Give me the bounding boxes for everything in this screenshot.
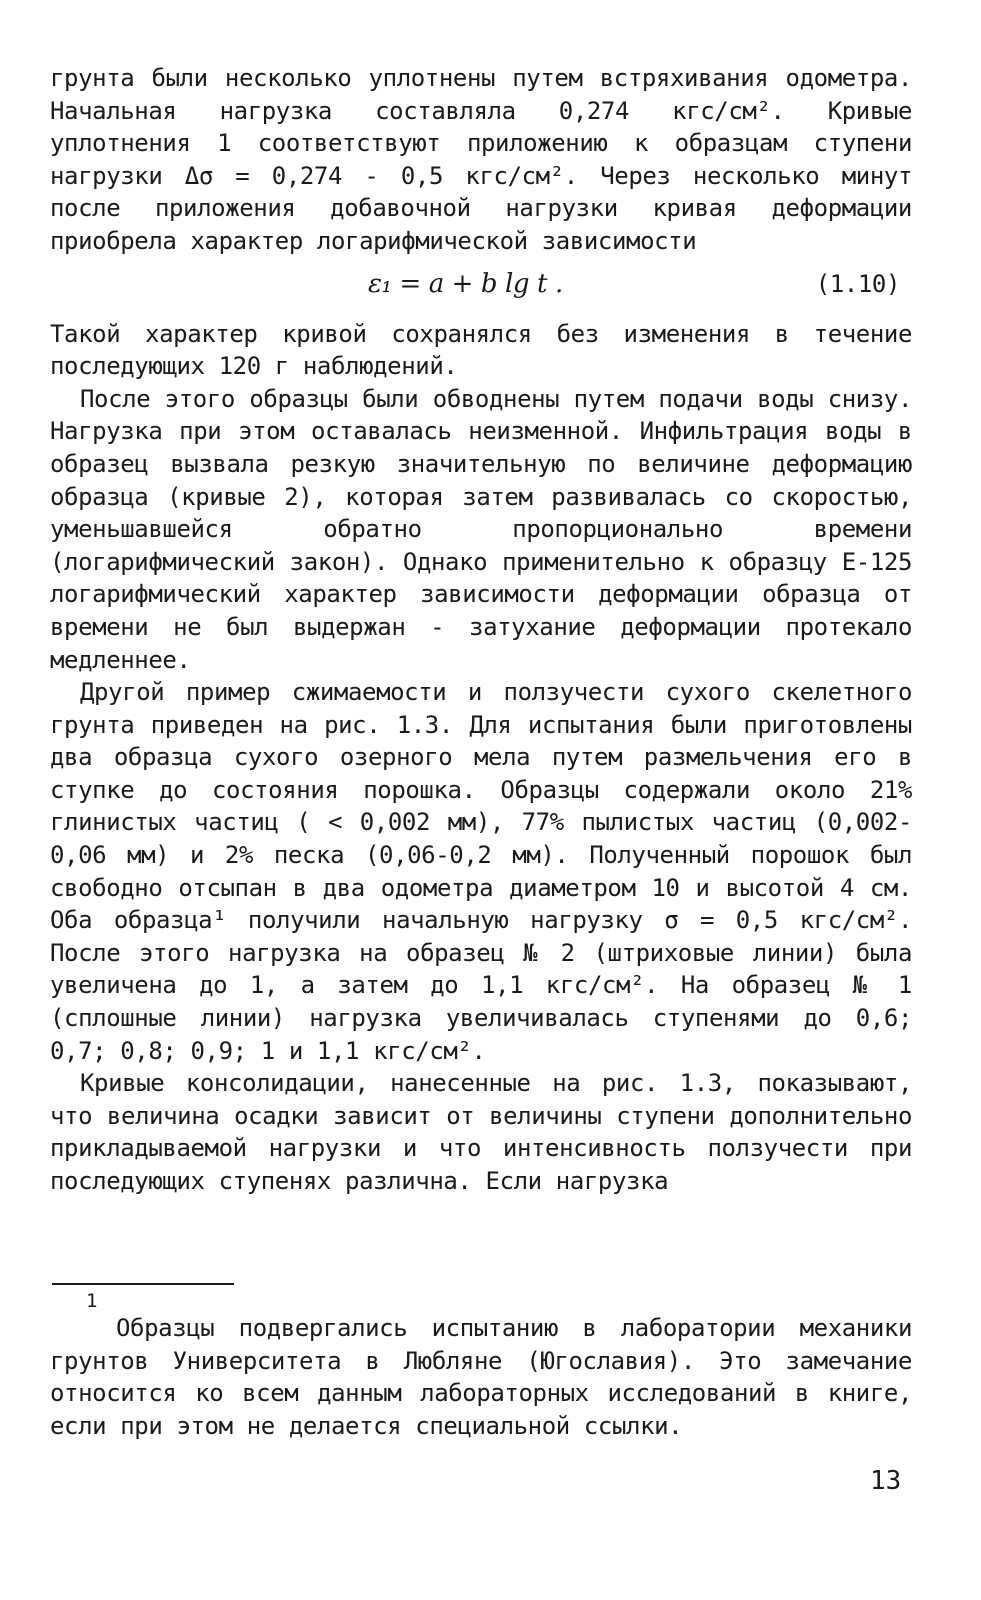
formula-number: (1.10) <box>815 269 900 298</box>
paragraph-1: Такой характер кривой сохранялся без изменения в течение последующих 120 г наблюдений. <box>50 319 912 381</box>
footnote-text: Образцы подвергались испытанию в лаборатории механики грунтов Университета в Любляне (Югославия). Это замечание относится ко всем данным лабораторных исследований в книге, если при этом не делается специальной ссылки. <box>50 1314 912 1440</box>
footnote-marker: 1 <box>86 1290 98 1312</box>
page-number: 13 <box>870 1466 902 1496</box>
formula-block <box>50 262 912 310</box>
paragraph-4: Кривые консолидации, нанесенные на рис. 1.3, показывают, что величина осадки зависит от величины ступени дополнительно прикладываемой нагрузки и что интенсивность ползучести при последующих ступенях различна. Если нагрузка <box>50 1069 912 1195</box>
paragraph-3: Другой пример сжимаемости и ползучести сухого скелетного грунта приведен на рис. 1.3. Для испытания были приготовлены два образца сухого озерного мела путем размельчения его в ступке до состояния порошка. Образцы содержали около 21% глинистых частиц ( < 0,002 мм), 77% пылистых частиц (0,002-0,06 мм) и 2% песка (0,06-0,2 мм). Полученный порошок был свободно отсыпан в два одометра диаметром 10 и высотой 4 см. Оба образца¹ получили начальную нагрузку σ = 0,5 кгс/см². После этого нагрузка на образец № 2 (штриховые линии) была увеличена до 1, а затем до 1,1 кгс/см². На образец № 1 (сплошные линии) нагрузка увеличивалась ступенями до 0,6; 0,7; 0,8; 0,9; 1 и 1,1 кгс/см². <box>50 678 912 1065</box>
intro-paragraph: грунта были несколько уплотнены путем встряхивания одометра. Начальная нагрузка составляла 0,274 кгс/см². Кривые уплотнения 1 соответствуют приложению к образцам ступени нагрузки Δσ = 0,274 - 0,5 кгс/см². Через несколько минут после приложения добавочной нагрузки кривая деформации приобрела характер логарифмической зависимости <box>50 64 912 255</box>
paragraph-2: После этого образцы были обводнены путем подачи воды снизу. Нагрузка при этом оставалась неизменной. Инфильтрация воды в образец вызвала резкую значительную по величине деформацию образца (кривые 2), которая затем развивалась со скоростью, уменьшавшейся обратно пропорционально времени (логарифмический закон). Однако применительно к образцу Е-125 логарифмический характер зависимости деформации образца от времени не был выдержан - затухание деформации протекало медленнее. <box>50 384 912 674</box>
footnote-divider <box>52 1283 234 1285</box>
main-text <box>50 62 912 1198</box>
formula-expression: ε₁ = a + b lg t . <box>368 268 563 299</box>
